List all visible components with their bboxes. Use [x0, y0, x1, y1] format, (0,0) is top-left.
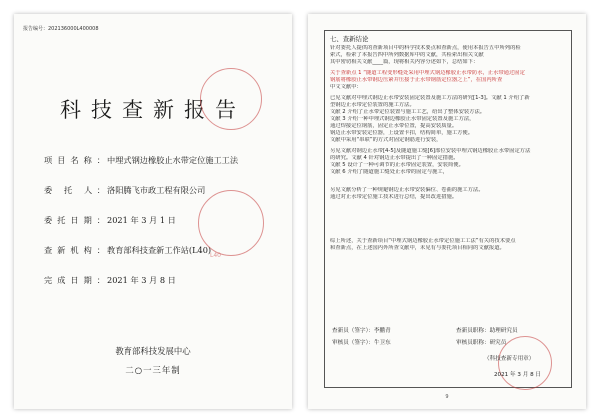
field-agency [44, 245, 211, 256]
conclusion-line: 文献 3 介绍一种中埋式钢边橡胶止水带固定装置及施工方法， [330, 116, 475, 122]
conclusion-line: 型钢边止水带定位装置的施工方法。 [330, 102, 415, 108]
conclusion-line: 已见文献对中埋式钢边止水带安装固定装置及施工方法的研究[1-3]。文献 1 介绍了新 [330, 95, 530, 101]
conclusion-line: 另见文献分析了一种规避钢边止水带安装偏位、卷曲的施工方法。 [330, 187, 484, 193]
field-label: 完成日期： [44, 275, 105, 285]
field-client [44, 185, 205, 196]
conclusion-line: 中文文献中： [330, 84, 362, 90]
reviewer-signature: 查新员（签字）：李鹏青 [332, 328, 391, 334]
field-value: 洛阳腾飞市政工程有限公司 [107, 185, 206, 195]
field-label: 委托日期： [44, 215, 105, 225]
completion-date: 2021 年 3 月 8 日 [494, 372, 542, 378]
conclusion-line: 文献 5 设计了一种可调节的止水带固定装置，安装简便。 [330, 162, 464, 168]
field-value: 2021 年 3 月 1 日 [107, 215, 176, 225]
conclusion-line-highlight: 关于查新点 1 “隧道工程变形缝处采用中埋式钢边橡胶止水带防水，止水带通过固定 [330, 70, 525, 76]
field-label: 委 托 人： [44, 185, 105, 195]
report-cover-page [14, 14, 292, 409]
field-label: 项目名称： [44, 155, 105, 165]
agency-seal-stamp [498, 336, 552, 390]
field-commission-date [44, 215, 176, 226]
conclusion-line: 文献中采用“串联”的方式对固定钢筋进行安装， [330, 137, 442, 143]
seal-stamp-top [200, 68, 262, 130]
conclusion-line: 通过焊接定位钢筋，固定止水带位置，提高安装质量。 [330, 123, 458, 129]
stamp-caption: （科技查新专用章） [484, 356, 535, 362]
report-number: 报告编号：202136000L400008 [23, 26, 99, 32]
page-title: 科技查新报告 [60, 98, 246, 122]
conclusion-line: 其中密切相关文献____篇，现将相关内容分述如下，总结如下： [330, 59, 479, 65]
conclusion-line: 和查新点，在上述国内外所查文献中，未见有与委托项目相同的文献报道。 [330, 245, 505, 251]
field-value: 中埋式钢边橡胶止水带定位施工工法 [107, 155, 239, 165]
conclusion-line: 的研究。文献 4 针对钢边止水带提出了一种固定措施。 [330, 155, 459, 161]
conclusion-line: 针对委托人提供的查新项目中的科学技术要点和查新点，使用本报告五中所列的检 [330, 45, 521, 51]
field-label: 查新机构： [44, 245, 105, 255]
seal-stamp-middle [198, 190, 264, 256]
field-project-name [44, 155, 238, 166]
conclusion-line: 文献 2 介绍了止水带定位装置与施工工艺，给出了整体安装方法。 [330, 109, 486, 115]
field-value: 教育部科技查新工作站(L40) [107, 245, 212, 255]
conclusion-line: 文献 6 介绍了隧道施工缝处止水带的固定与施工， [330, 169, 448, 175]
reviewer-title: 查新员职称：助理研究员 [456, 328, 518, 334]
auditor-signature: 审核员（签字）：牛卫东 [332, 340, 391, 346]
conclusion-line: 索式，检索了本报告四中所列数据库中的文献，共检索出相关文献 [330, 52, 484, 58]
field-completion-date [44, 275, 176, 286]
conclusion-line: 另见文献对钢边止水带[4-5]及隧道施工缝[6]部位安装中埋式钢边橡胶止水带固定方法 [330, 148, 531, 154]
conclusion-page [308, 14, 586, 409]
page-number: 9 [445, 394, 449, 400]
section-title: 七、查新结论 [330, 35, 369, 43]
conclusion-line: 通过对止水带定位施工技术进行总结，提出改进措施。 [330, 194, 458, 200]
footer-organization: 教育部科技发展中心 [115, 346, 191, 356]
seal-code-label: L40 [210, 252, 221, 259]
conclusion-line-highlight: 钢筋将橡胶止水带钢边压紧并压接于止水带钢筋定位器之上”，在国内所查 [330, 77, 503, 83]
footer-year: 二○一三年制 [125, 365, 181, 375]
conclusion-line: 钢边止水带安装定位器，上设置卡扣，结构简单，施工方便。 [330, 130, 474, 136]
auditor-title: 审核员职称：研究员 [456, 340, 507, 346]
field-value: 2021 年 3 月 8 日 [107, 275, 176, 285]
conclusion-line: 综上所述，关于查新项目“中埋式钢边橡胶止水带定位施工工法”有关的技术要点 [330, 238, 516, 244]
